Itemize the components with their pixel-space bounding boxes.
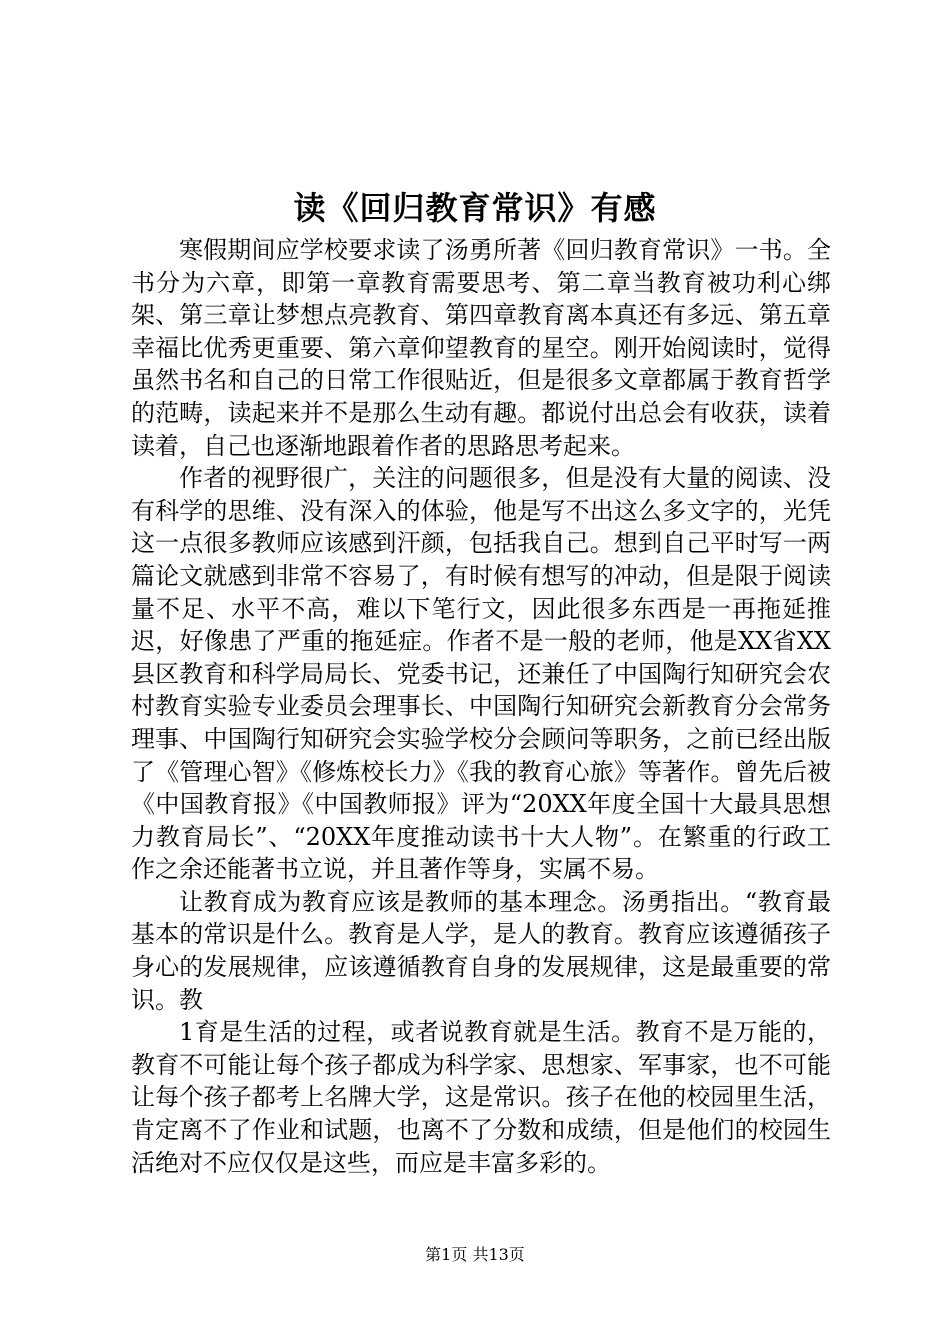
paragraph-4: 1育是生活的过程，或者说教育就是生活。教育不是万能的，教育不可能让每个孩子都成为科学家、思想家、军事家，也不可能让每个孩子都考上名牌大学，这是常识。孩子在他的校园里生活，肯定离不了作业和试题，也离不了分数和成绩，但是他们的校园生活绝对不应仅仅是这些，而应是丰富多彩的。: [131, 1018, 831, 1177]
document-body: [131, 234, 831, 1179]
paragraph-3: 让教育成为教育应该是教师的基本理念。汤勇指出。“教育最基本的常识是什么。教育是人学，是人的教育。教育应该遵循孩子身心的发展规律，应该遵循教育自身的发展规律，这是最重要的常识。教: [131, 887, 831, 1014]
paragraph-1: 寒假期间应学校要求读了汤勇所著《回归教育常识》一书。全书分为六章，即第一章教育需要思考、第二章当教育被功利心绑架、第三章让梦想点亮教育、第四章教育离本真还有多远、第五章幸福比优秀更重要、第六章仰望教育的星空。刚开始阅读时，觉得虽然书名和自己的日常工作很贴近，但是很多文章都属于教育哲学的范畴，读起来并不是那么生动有趣。都说付出总会有收获，读着读着，自己也逐渐地跟着作者的思路思考起来。: [131, 236, 831, 460]
page-number-footer: 第1页 共13页: [425, 1245, 525, 1264]
paragraph-2: 作者的视野很广，关注的问题很多，但是没有大量的阅读、没有科学的思维、没有深入的体验，他是写不出这么多文字的，光凭这一点很多教师应该感到汗颜，包括我自己。想到自己平时写一两篇论文就感到非常不容易了，有时候有想写的冲动，但是限于阅读量不足、水平不高，难以下笔行文，因此很多东西是一再拖延推迟，好像患了严重的拖延症。作者不是一般的老师，他是XX省XX县区教育和科学局局长、党委书记，还兼任了中国陶行知研究会农村教育实验专业委员会理事长、中国陶行知研究会新教育分会常务理事、中国陶行知研究会实验学校分会顾问等职务，之前已经出版了《管理心智》《修炼校长力》《我的教育心旅》等著作。曾先后被《中国教育报》《中国教师报》评为“20XX年度全国十大最具思想力教育局长”、“20XX年度推动读书十大人物”。在繁重的行政工作之余还能著书立说，并且著作等身，实属不易。: [131, 464, 831, 884]
document-title: 读《回归教育常识》有感: [293, 189, 657, 227]
